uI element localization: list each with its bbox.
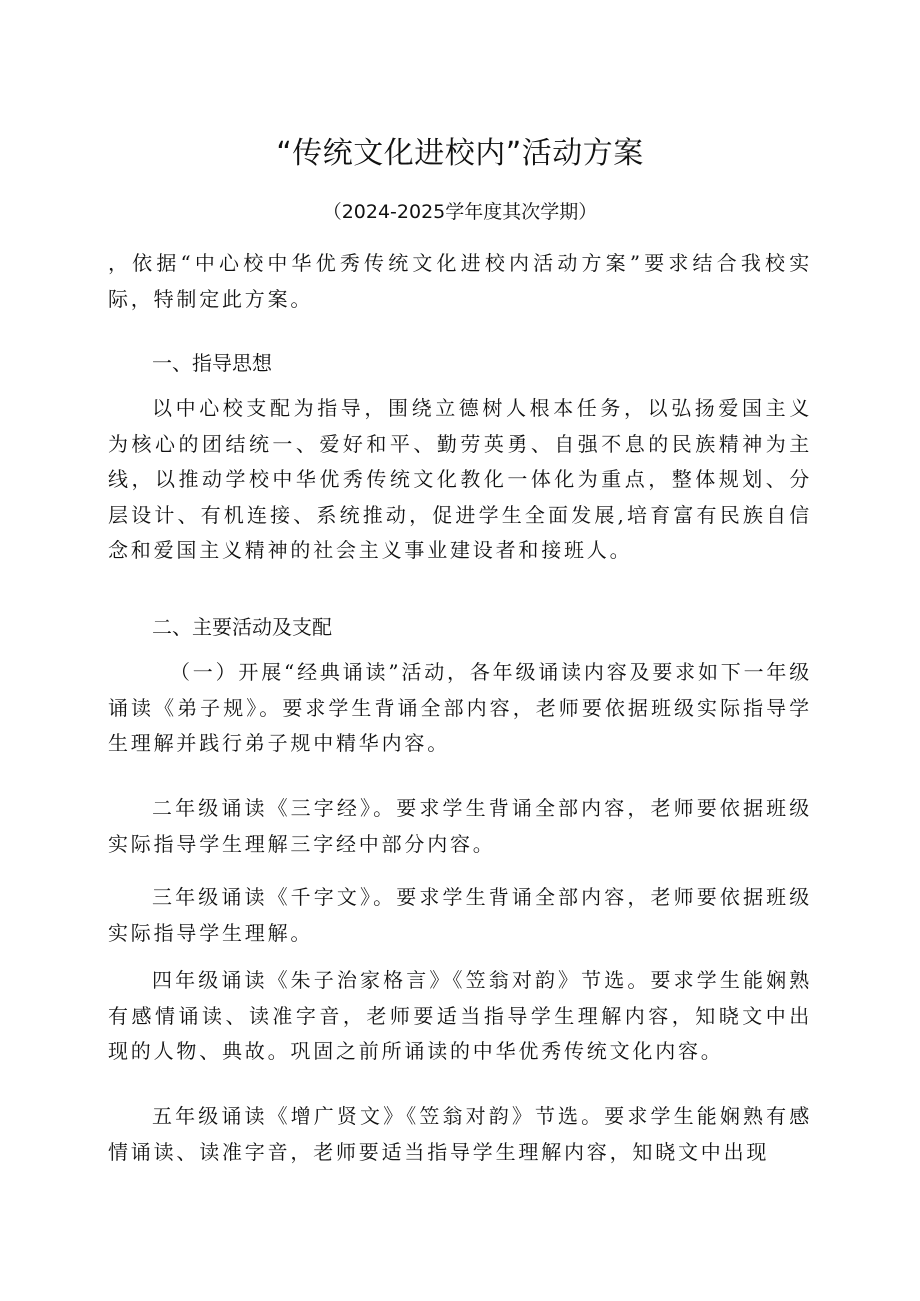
document-title: “传统文化进校内”活动方案 [276,136,644,171]
intro-paragraph: ，依据“中心校中华优秀传统文化进校内活动方案”要求结合我校实际，特制定此方案。 [108,251,812,311]
activity-paragraph-grade-2: 二年级诵读《三字经》。要求学生背诵全部内容，老师要依据班级实际指导学生理解三字经中部分内容。 [108,796,812,856]
activity-paragraph-grade-1: （一）开展“经典诵读”活动，各年级诵读内容及要求如下一年级诵读《弟子规》。要求学生背诵全部内容，老师要依据班级实际指导学生理解并践行弟子规中精华内容。 [108,660,812,755]
activity-paragraph-grade-5: 五年级诵读《增广贤文》《笠翁对韵》节选。要求学生能娴熟有感情诵读、读准字音，老师要适当指导学生理解内容，知晓文中出现 [108,1104,812,1164]
activity-paragraph-grade-4: 四年级诵读《朱子治家格言》《笠翁对韵》节选。要求学生能娴熟有感情诵读、读准字音，老师要适当指导学生理解内容，知晓文中出现的人物、典故。巩固之前所诵读的中华优秀传统文化内容。 [108,968,812,1063]
document-subtitle: （2024-2025学年度其次学期） [322,201,598,223]
section-heading-main-activities: 二、主要活动及支配 [152,615,332,639]
section-heading-guiding-ideology: 一、指导思想 [152,351,272,375]
guiding-ideology-paragraph: 以中心校支配为指导，围绕立德树人根本任务，以弘扬爱国主义为核心的团结统一、爱好和平、勤劳英勇、自强不息的民族精神为主线，以推动学校中华优秀传统文化教化一体化为重点，整体规划、分层设计、有机连接、系统推动，促进学生全面发展,培育富有民族自信念和爱国主义精神的社会主义事业建设者和接班人。 [108,396,812,562]
activity-paragraph-grade-3: 三年级诵读《千字文》。要求学生背诵全部内容，老师要依据班级实际指导学生理解。 [108,885,812,945]
